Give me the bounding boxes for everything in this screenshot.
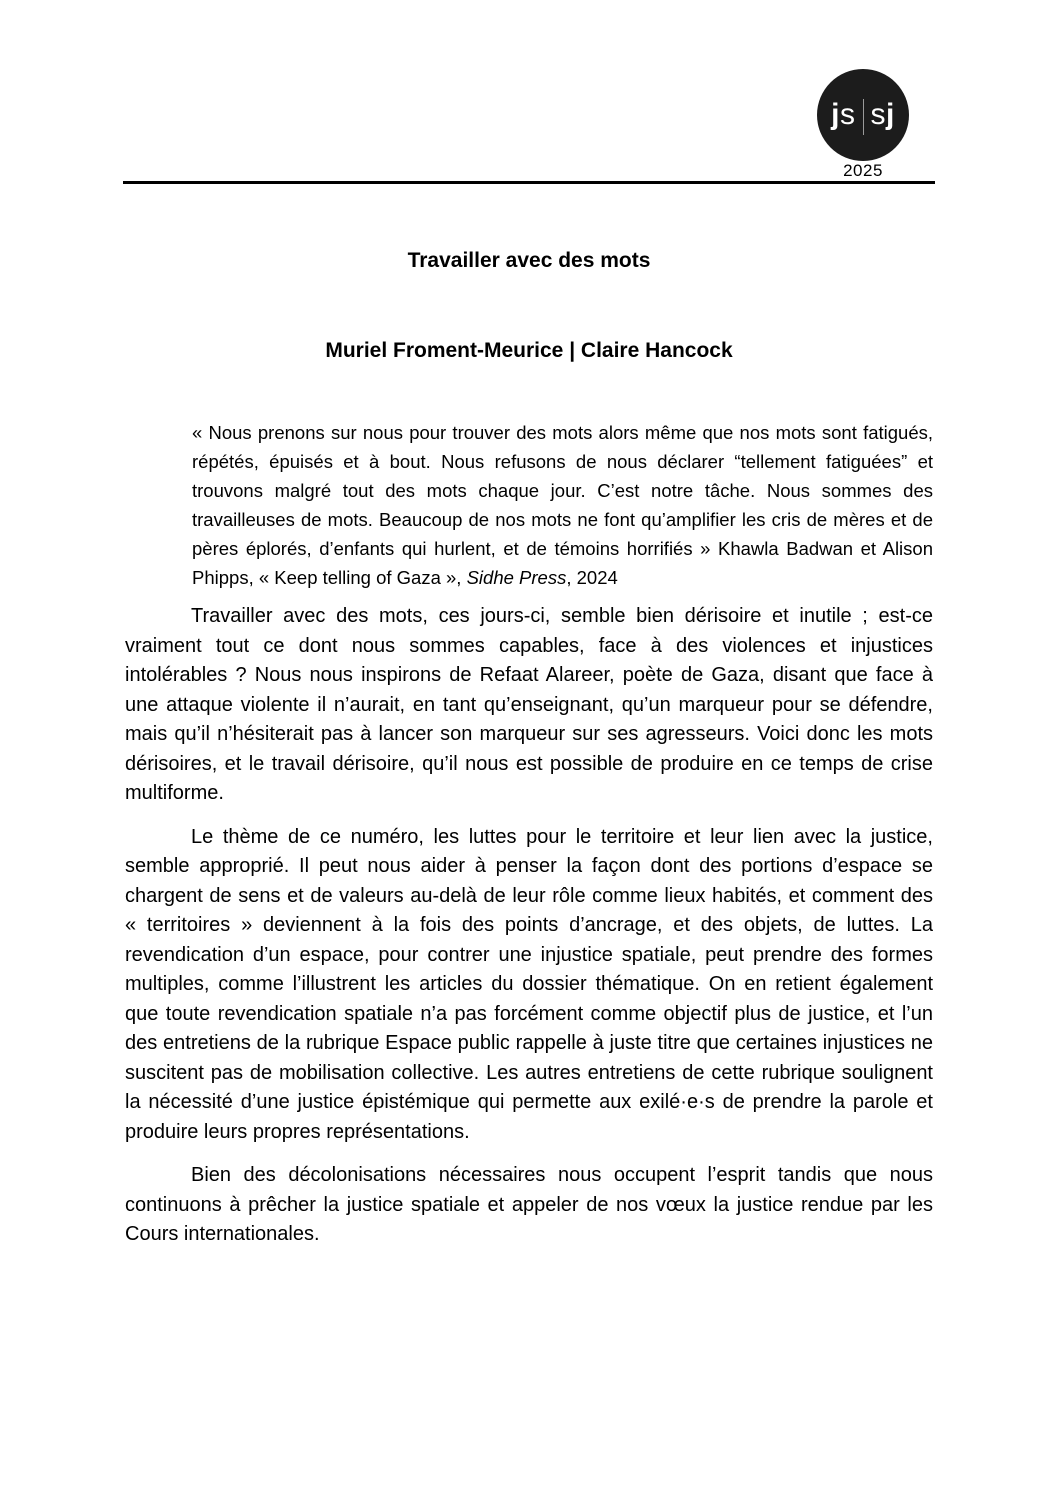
logo-letter-j1: j xyxy=(831,98,840,131)
logo-letter-s2: s xyxy=(870,98,886,131)
article-content xyxy=(125,248,933,1264)
epigraph-quote xyxy=(192,418,933,592)
paragraph-2: Le thème de ce numéro, les luttes pour le territoire et leur lien avec la justice, semble approprié. Il peut nous aider à penser la façon dont des portions d’espace se chargent de sens et de valeurs au-delà de leur rôle comme lieux habités, et comment des « territoires » deviennent à la fois des points d’ancrage, et des objets, de luttes. La revendication d’un espace, pour contrer une injustice spatiale, peut prendre des formes multiples, comme l’illustrent les articles du dossier thématique. On en retient également que toute revendication spatiale n’a pas forcément comme objectif plus de justice, et l’un des entretiens de la rubrique Espace public rappelle à juste titre que certaines injustices ne suscitent pas de mobilisation collective. Les autres entretiens de cette rubrique soulignent la nécessité d’une justice épistémique qui permette aux exilé·e·s de prendre la parole et produire leurs propres représentations. xyxy=(125,825,933,1143)
epigraph-source-suffix: , 2024 xyxy=(566,567,618,588)
paragraph-3: Bien des décolonisations nécessaires nous occupent l’esprit tandis que nous continuons à prêcher la justice spatiale et appeler de nos vœux la justice rendue par les Cours internationales. xyxy=(125,1164,933,1245)
header-rule xyxy=(123,181,935,184)
logo-letter-s1: s xyxy=(840,98,856,131)
year-label: 2025 xyxy=(843,161,883,180)
epigraph-source-italic: Sidhe Press xyxy=(466,567,567,588)
epigraph-text: « Nous prenons sur nous pour trouver des mots alors même que nos mots sont fatigués, répétés, épuisés et à bout. Nous refusons de nous déclarer “tellement fatiguées” et trouvons malgré tout des mots chaque jour. C’est notre tâche. Nous sommes des travailleuses de mots. Beaucoup de nos mots ne font qu’amplifier les cris de mères et de pères éplorés, d’enfants qui hurlent, et de témoins horrifiés » Khawla Badwan et Alison Phipps, « Keep telling of Gaza », xyxy=(192,422,933,588)
article-title: Travailler avec des mots xyxy=(407,249,651,272)
logo-letter-j2: j xyxy=(886,98,895,131)
paragraph-1: Travailler avec des mots, ces jours-ci, semble bien dérisoire et inutile ; est-ce vraiment tout ce dont nous sommes capables, face à des violences et injustices intolérables ? Nous nous inspirons de Refaat Alareer, poète de Gaza, disant que face à une attaque violente il n’aurait, en tant qu’enseignant, qu’un marqueur pour se défendre, mais qu’il n’hésiterait pas à lancer son marqueur sur ses agresseurs. Voici donc les mots dérisoires, et le travail dérisoire, qu’il nous est possible de produire en ce temps de crise multiforme. xyxy=(125,605,933,804)
jssj-logo xyxy=(817,69,909,161)
article-authors: Muriel Froment-Meurice | Claire Hancock xyxy=(325,339,733,362)
logo-divider xyxy=(863,99,864,135)
